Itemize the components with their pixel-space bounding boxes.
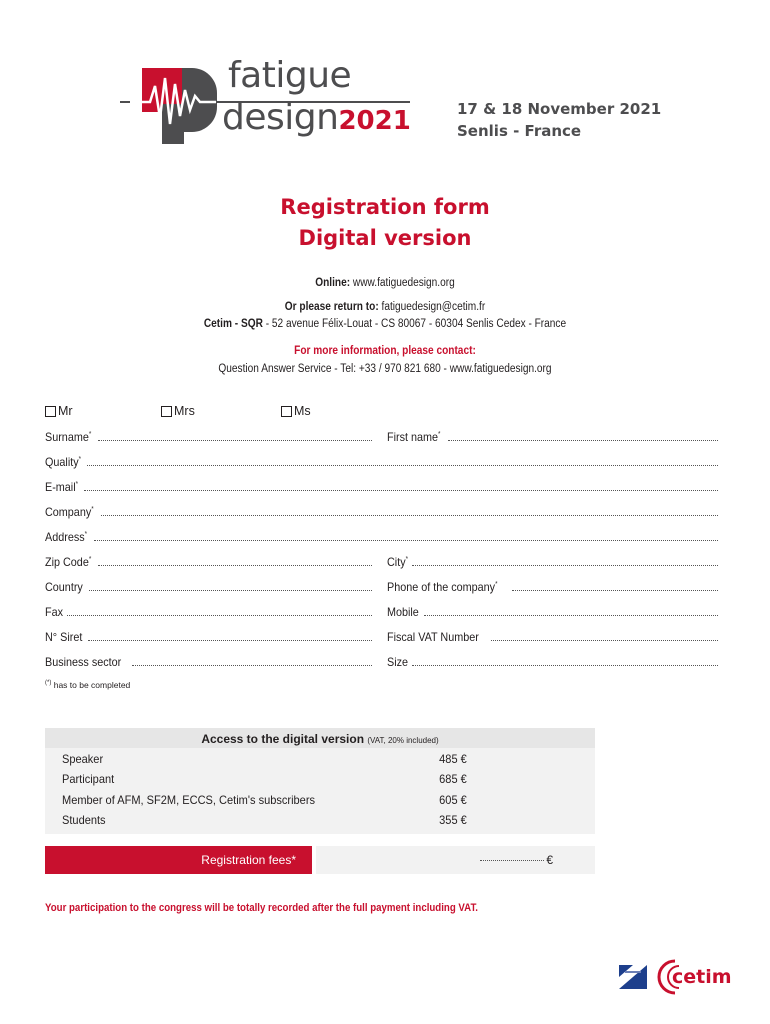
- city-field[interactable]: [387, 553, 718, 569]
- price-label: Speaker: [62, 752, 104, 766]
- country-label: Country: [45, 580, 83, 594]
- surname-input-line[interactable]: [98, 440, 372, 441]
- price-row-speaker[interactable]: [62, 752, 467, 770]
- mr-checkbox[interactable]: [45, 406, 56, 417]
- payment-note: Your participation to the congress will be totally recorded after the full payment including VAT.: [45, 902, 478, 914]
- required-note-mark: (*): [45, 680, 52, 687]
- fax-label: Fax: [45, 605, 64, 619]
- vat-number-input-line[interactable]: [491, 640, 718, 641]
- mobile-field[interactable]: [387, 603, 718, 619]
- price-value: 355 €: [439, 813, 467, 827]
- price-value: 685 €: [439, 772, 467, 786]
- org-name: Cetim - SQR: [203, 318, 263, 330]
- phone-input-line[interactable]: [512, 590, 718, 591]
- event-place: Senlis - France: [457, 122, 582, 140]
- email-text: E-mail: [45, 480, 76, 494]
- zip-code-text: Zip Code: [45, 555, 89, 569]
- price-value: 485 €: [439, 752, 467, 766]
- first-name-text: First name: [387, 430, 439, 444]
- event-date-block: [457, 98, 661, 142]
- quality-text: Quality: [45, 455, 79, 469]
- more-info-heading: For more information, please contact:: [294, 345, 476, 357]
- registration-fees-input[interactable]: [316, 846, 595, 874]
- logo-word-design: [222, 97, 411, 138]
- form-title: Registration form: [280, 195, 490, 219]
- return-email[interactable]: fatiguedesign@cetim.fr: [381, 301, 486, 313]
- company-input-line[interactable]: [101, 515, 718, 516]
- quality-field[interactable]: [45, 453, 718, 469]
- vat-number-label: Fiscal VAT Number: [387, 630, 479, 644]
- fax-field[interactable]: [45, 603, 372, 619]
- email-field[interactable]: [45, 478, 718, 494]
- online-line: [46, 277, 724, 289]
- quality-input-line[interactable]: [87, 465, 718, 466]
- company-label: [45, 505, 94, 519]
- siret-field[interactable]: [45, 628, 372, 644]
- ms-label: Ms: [294, 404, 311, 418]
- mobile-input-line[interactable]: [424, 615, 718, 616]
- quality-label: [45, 455, 81, 469]
- mobile-label: Mobile: [387, 605, 419, 619]
- mrs-checkbox[interactable]: [161, 406, 172, 417]
- zip-code-label: [45, 555, 91, 569]
- partner-badge-icon: [619, 965, 647, 989]
- business-sector-field[interactable]: [45, 653, 372, 669]
- qa-line: Question Answer Service - Tel: +33 / 970 821 680 - www.fatiguedesign.org: [218, 363, 552, 375]
- price-label: Member of AFM, SF2M, ECCS, Cetim's subscribers: [62, 793, 316, 807]
- business-sector-input-line[interactable]: [132, 665, 372, 666]
- required-mark: *: [84, 531, 88, 538]
- required-note-text: has to be completed: [53, 680, 131, 690]
- ms-option[interactable]: [281, 404, 311, 418]
- return-label: Or please return to:: [284, 301, 379, 313]
- city-text: City: [387, 555, 406, 569]
- address-line: [46, 318, 724, 330]
- logo-year: 2021: [338, 106, 411, 136]
- size-field[interactable]: [387, 653, 718, 669]
- mrs-label: Mrs: [174, 404, 195, 418]
- logo-word-fatigue: fatigue: [228, 55, 352, 96]
- price-row-students[interactable]: [62, 813, 467, 831]
- country-field[interactable]: [45, 578, 372, 594]
- phone-label: [387, 580, 498, 594]
- required-mark: *: [75, 481, 79, 488]
- price-row-participant[interactable]: [62, 772, 467, 790]
- online-label: Online:: [315, 277, 351, 289]
- registration-fees-line[interactable]: [480, 860, 544, 861]
- first-name-field[interactable]: [387, 428, 718, 444]
- phone-field[interactable]: [387, 578, 718, 594]
- online-url[interactable]: www.fatiguedesign.org: [352, 277, 455, 289]
- email-label: [45, 480, 78, 494]
- size-input-line[interactable]: [412, 665, 718, 666]
- first-name-input-line[interactable]: [448, 440, 718, 441]
- required-mark: *: [88, 556, 92, 563]
- title-options: [45, 404, 725, 420]
- vat-number-field[interactable]: [387, 628, 718, 644]
- city-input-line[interactable]: [412, 565, 718, 566]
- zip-code-input-line[interactable]: [98, 565, 372, 566]
- business-sector-label: Business sector: [45, 655, 122, 669]
- surname-field[interactable]: [45, 428, 372, 444]
- mr-label: Mr: [58, 404, 73, 418]
- siret-label: N° Siret: [45, 630, 83, 644]
- company-field[interactable]: [45, 503, 718, 519]
- required-note: [45, 680, 130, 690]
- address-input-line[interactable]: [94, 540, 718, 541]
- first-name-label: [387, 430, 440, 444]
- pricing-header: [45, 728, 595, 748]
- zip-code-field[interactable]: [45, 553, 372, 569]
- pricing-header-title: Access to the digital version: [201, 732, 365, 746]
- registration-fees-label: Registration fees*: [45, 846, 312, 874]
- return-line: [46, 301, 724, 313]
- company-text: Company: [45, 505, 92, 519]
- cetim-logo-text: cetim: [672, 966, 732, 988]
- ms-checkbox[interactable]: [281, 406, 292, 417]
- phone-text: Phone of the company: [387, 580, 496, 594]
- price-label: Students: [62, 813, 106, 827]
- pricing-panel: [45, 728, 595, 834]
- price-label: Participant: [62, 772, 115, 786]
- surname-text: Surname: [45, 430, 89, 444]
- siret-input-line[interactable]: [88, 640, 372, 641]
- price-row-member[interactable]: [62, 793, 467, 811]
- logo-word-design-text: design: [222, 97, 339, 138]
- price-value: 605 €: [439, 793, 467, 807]
- fax-input-line[interactable]: [67, 615, 372, 616]
- mr-option[interactable]: [45, 404, 73, 418]
- required-mark: *: [91, 506, 94, 513]
- city-label: [387, 555, 408, 569]
- required-mark: *: [405, 556, 409, 563]
- org-address: - 52 avenue Félix-Louat - CS 80067 - 60304 Senlis Cedex - France: [265, 318, 567, 330]
- address-text: Address: [45, 530, 85, 544]
- surname-label: [45, 430, 91, 444]
- event-date: 17 & 18 November 2021: [457, 100, 662, 118]
- address-field[interactable]: [45, 528, 718, 544]
- size-label: Size: [387, 655, 409, 669]
- pricing-header-note: (VAT, 20% included): [367, 736, 439, 745]
- required-mark: *: [495, 581, 498, 588]
- address-label: [45, 530, 87, 544]
- mrs-option[interactable]: [161, 404, 195, 418]
- required-mark: *: [438, 431, 441, 438]
- country-input-line[interactable]: [89, 590, 372, 591]
- email-input-line[interactable]: [84, 490, 718, 491]
- currency-symbol: €: [546, 853, 553, 867]
- required-mark: *: [88, 431, 92, 438]
- form-subtitle: Digital version: [298, 226, 472, 250]
- required-mark: *: [78, 456, 82, 463]
